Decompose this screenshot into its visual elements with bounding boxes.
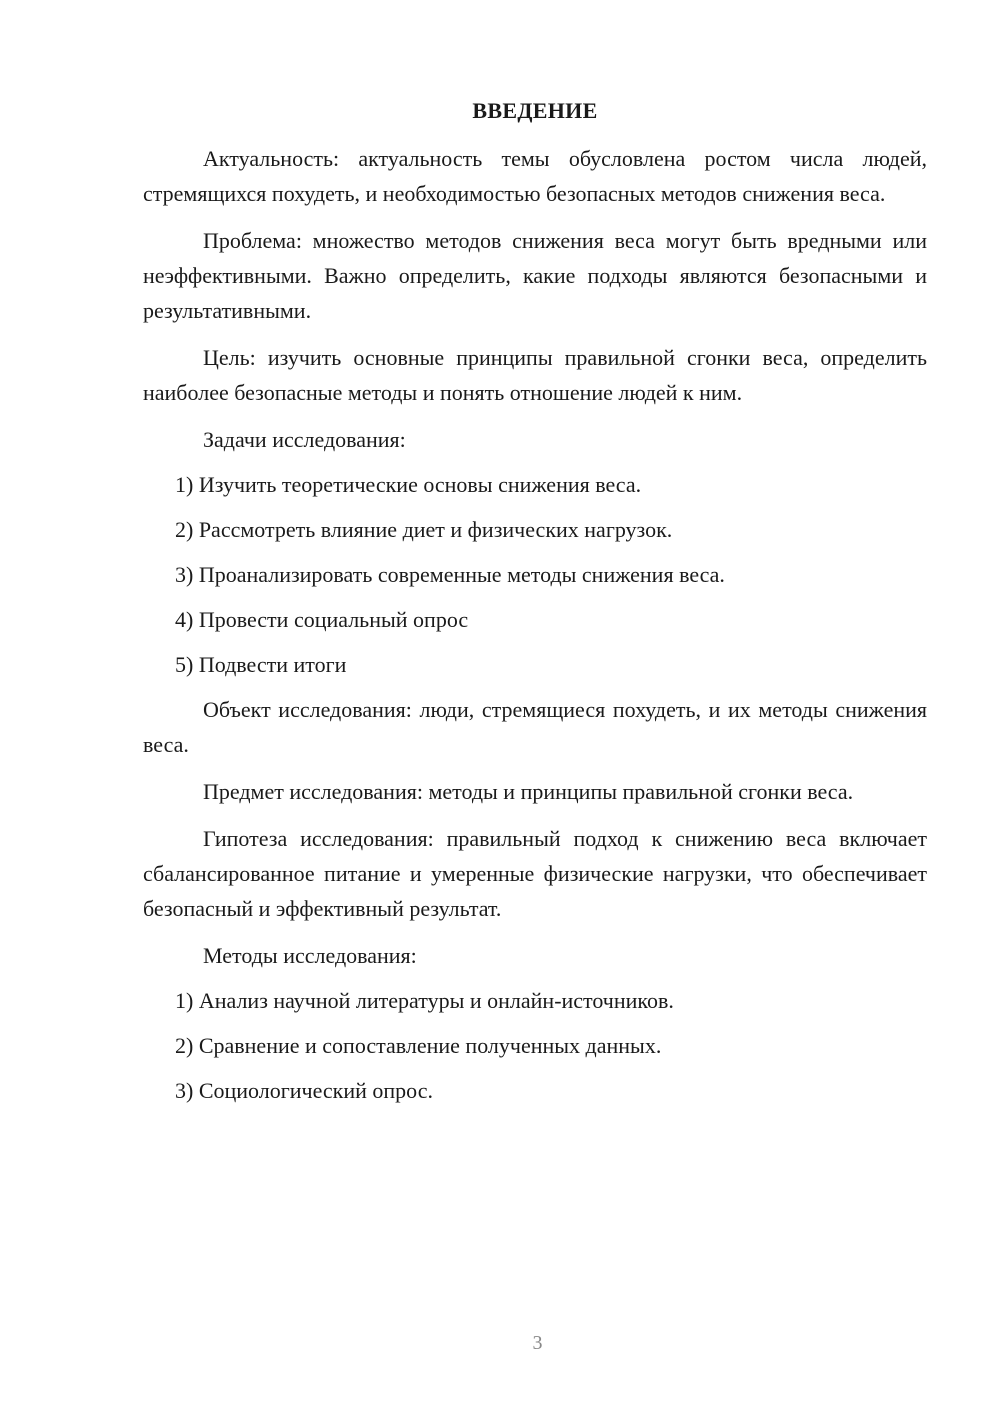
goal-paragraph: Цель: изучить основные принципы правильной сгонки веса, определить наиболее безопасные методы и понять отношение людей к ним. <box>143 345 927 405</box>
list-item: 5) Подвести итоги <box>175 652 347 677</box>
page-number: 3 <box>532 1332 543 1354</box>
subject-paragraph: Предмет исследования: методы и принципы правильной сгонки веса. <box>203 779 854 804</box>
list-item: 2) Рассмотреть влияние диет и физических нагрузок. <box>175 517 673 542</box>
tasks-title: Задачи исследования: <box>203 427 406 452</box>
list-item: 3) Проанализировать современные методы снижения веса. <box>175 562 725 587</box>
object-paragraph: Объект исследования: люди, стремящиеся похудеть, и их методы снижения веса. <box>143 697 927 757</box>
problem-paragraph: Проблема: множество методов снижения веса могут быть вредными или неэффективными. Важно определить, какие подходы являются безопасными и результативными. <box>143 228 927 323</box>
tasks-list <box>143 467 927 682</box>
methods-list <box>143 983 927 1108</box>
hypothesis-paragraph: Гипотеза исследования: правильный подход к снижению веса включает сбалансированное питание и умеренные физические нагрузки, что обеспечивает безопасный и эффективный результат. <box>143 826 927 921</box>
list-item: 1) Изучить теоретические основы снижения веса. <box>175 472 642 497</box>
list-item: 1) Анализ научной литературы и онлайн-источников. <box>175 988 674 1013</box>
section-heading: ВВЕДЕНИЕ <box>472 98 598 123</box>
list-item: 4) Провести социальный опрос <box>175 607 469 632</box>
document-page <box>143 95 927 1118</box>
methods-title: Методы исследования: <box>203 943 417 968</box>
list-item: 3) Социологический опрос. <box>175 1078 433 1103</box>
relevance-paragraph: Актуальность: актуальность темы обусловлена ростом числа людей, стремящихся похудеть, и необходимостью безопасных методов снижения веса. <box>143 146 927 206</box>
list-item: 2) Сравнение и сопоставление полученных данных. <box>175 1033 662 1058</box>
